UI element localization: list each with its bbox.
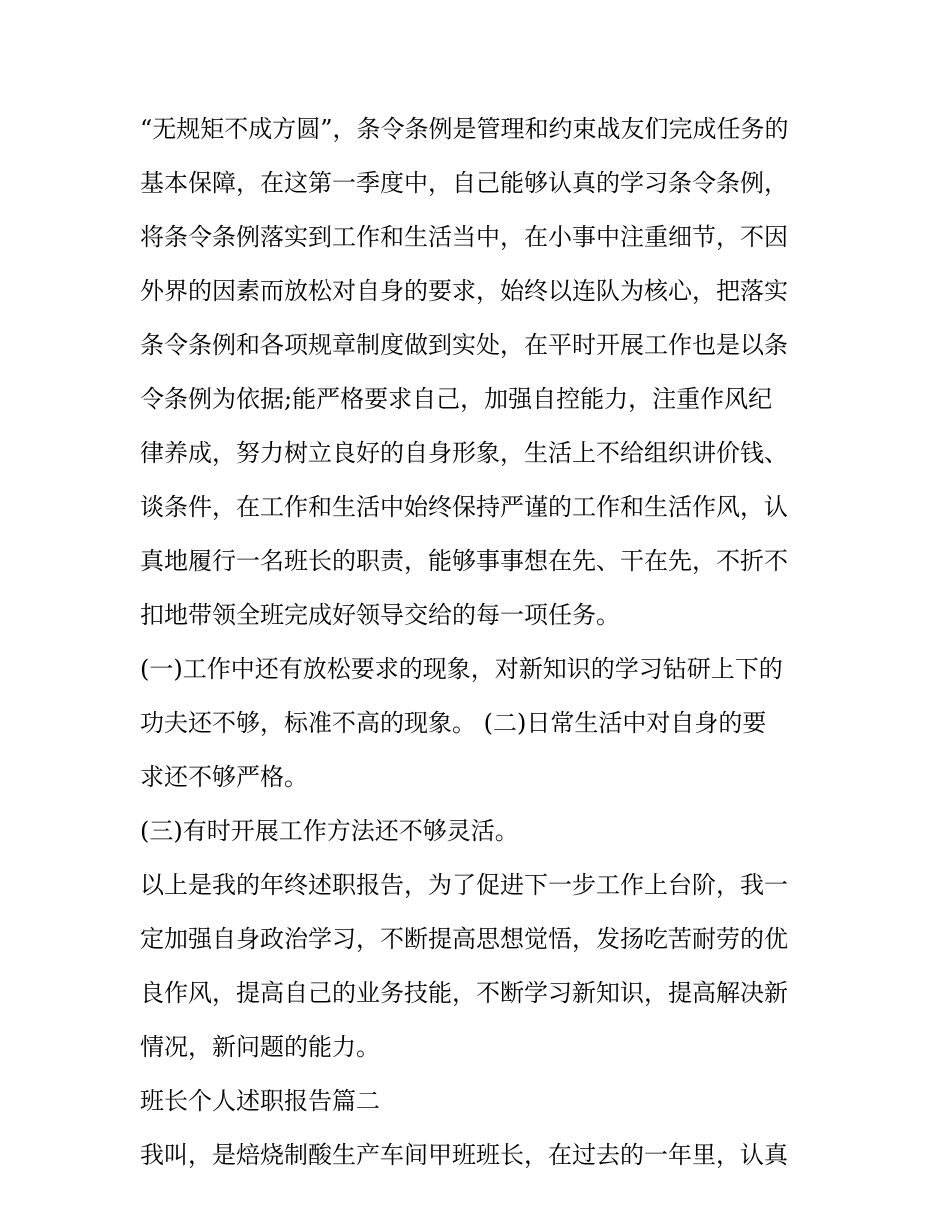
text-line: 良作风，提高自己的业务技能，不断学习新知识，提高解决新 bbox=[140, 979, 788, 1007]
text-line: 扣地带领全班完成好领导交给的每一项任务。 bbox=[140, 601, 620, 629]
text-line: 我叫，是焙烧制酸生产车间甲班班长，在过去的一年里，认真 bbox=[140, 1141, 788, 1169]
text-line: 将条令条例落实到工作和生活当中，在小事中注重细节，不因 bbox=[140, 223, 788, 251]
text-line: “无规矩不成方圆”，条令条例是管理和约束战友们完成任务的 bbox=[140, 115, 789, 143]
text-line: 令条例为依据;能严格要求自己，加强自控能力，注重作风纪 bbox=[140, 385, 773, 413]
text-line: (一)工作中还有放松要求的现象，对新知识的学习钻研上下的 bbox=[140, 655, 783, 683]
text-line: 谈条件，在工作和生活中始终保持严谨的工作和生活作风，认 bbox=[140, 493, 788, 521]
section-heading: 班长个人述职报告篇二 bbox=[140, 1087, 380, 1115]
text-line: 以上是我的年终述职报告，为了促进下一步工作上台阶，我一 bbox=[140, 871, 788, 899]
text-line: 求还不够严格。 bbox=[140, 763, 308, 791]
text-line: 情况，新问题的能力。 bbox=[140, 1033, 380, 1061]
text-line: (三)有时开展工作方法还不够灵活。 bbox=[140, 817, 519, 845]
text-line: 律养成，努力树立良好的自身形象，生活上不给组织讲价钱、 bbox=[140, 439, 788, 467]
text-line: 基本保障，在这第一季度中，自己能够认真的学习条令条例， bbox=[140, 169, 788, 197]
text-line: 真地履行一名班长的职责，能够事事想在先、干在先，不折不 bbox=[140, 547, 788, 575]
text-line: 功夫还不够，标准不高的现象。 (二)日常生活中对自身的要 bbox=[140, 709, 767, 737]
text-line: 外界的因素而放松对自身的要求，始终以连队为核心，把落实 bbox=[140, 277, 788, 305]
text-line: 条令条例和各项规章制度做到实处，在平时开展工作也是以条 bbox=[140, 331, 788, 359]
text-line: 定加强自身政治学习，不断提高思想觉悟，发扬吃苦耐劳的优 bbox=[140, 925, 788, 953]
